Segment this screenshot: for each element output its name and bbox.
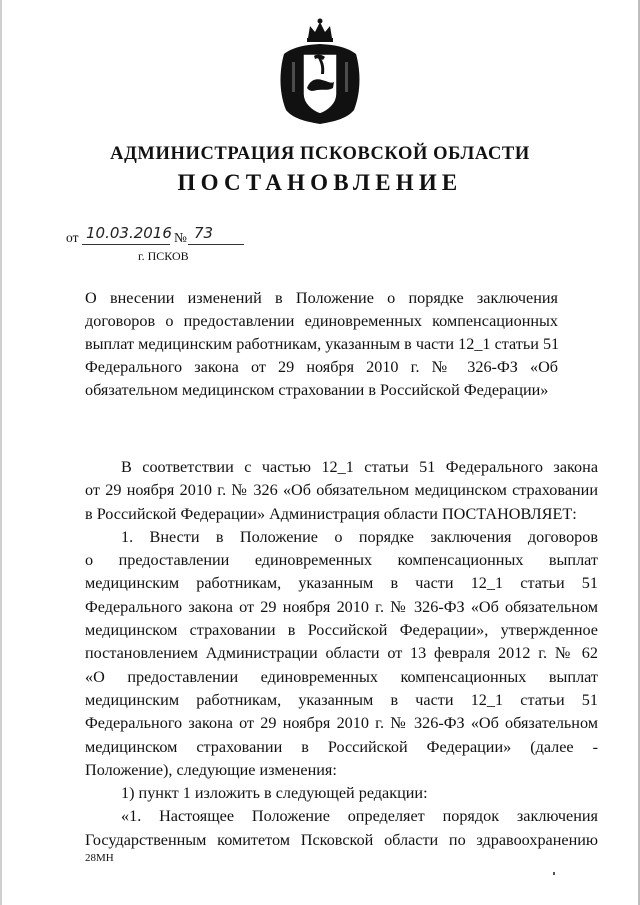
- date-value: 10.03.2016: [86, 224, 172, 242]
- body-line: Положение), следующие изменения:: [85, 760, 337, 779]
- document-title: [85, 287, 558, 402]
- body-line: от 29 ноября 2010 г. № 326 «Об обязательном медицинском страховании: [85, 481, 598, 500]
- body-line: «О предоставлении единовременных компенсационных выплат: [85, 667, 598, 686]
- body-line: медицинским работникам, указанным в части 12_1 статьи 51: [85, 574, 598, 593]
- title-line: О внесении изменений в Положение о порядке заключения: [85, 289, 558, 307]
- body-line: Федерального закона от 29 ноября 2010 г. № 326-ФЗ «Об обязательном: [85, 714, 598, 733]
- body-line: постановлением Администрации области от 13 февраля 2012 г. № 62: [85, 644, 598, 663]
- body-line: о предоставлении единовременных компенсационных выплат: [85, 551, 598, 570]
- number-underline: [188, 244, 244, 245]
- footer-code: 28МН: [85, 852, 114, 864]
- body-line: «1. Настоящее Положение определяет порядок заключения: [121, 807, 598, 826]
- body-line: медицинском страховании в Российской Федерации» (далее -: [85, 737, 598, 756]
- number-prefix: №: [174, 230, 187, 245]
- body-line: Государственным комитетом Псковской области по здравоохранению: [85, 830, 598, 849]
- body-line: 1) пункт 1 изложить в следующей редакции:: [121, 784, 428, 803]
- document-body: [85, 456, 598, 852]
- title-line: выплат медицинским работникам, указанным в части 12_1 статьи 51: [85, 335, 560, 353]
- pskov-coat-of-arms-icon: [270, 18, 370, 128]
- city: г. ПСКОВ: [138, 249, 189, 263]
- title-line: договоров о предоставлении единовременных компенсационных: [85, 312, 558, 330]
- body-line: Федерального закона от 29 ноября 2010 г. № 326-ФЗ «Об обязательном: [85, 597, 598, 616]
- organization-name: АДМИНИСТРАЦИЯ ПСКОВСКОЙ ОБЛАСТИ: [110, 144, 530, 164]
- body-line: 1. Внести в Положение о порядке заключения договоров: [121, 527, 598, 546]
- date-underline: [82, 244, 170, 245]
- title-line: обязательном медицинском страховании в Российской Федерации»: [85, 381, 549, 399]
- scan-edge-left: [0, 0, 2, 905]
- number-value: 73: [194, 224, 214, 242]
- body-line: медицинским работникам, указанным в части 12_1 статьи 51: [85, 690, 598, 709]
- body-line: медицинском страховании в Российской Федерации», утвержденное: [85, 621, 598, 640]
- scan-mark: [553, 872, 555, 875]
- body-line: в Российской Федерации» Администрация области ПОСТАНОВЛЯЕТ:: [85, 504, 577, 523]
- document-type: ПОСТАНОВЛЕНИЕ: [177, 170, 463, 195]
- body-line: В соответствии с частью 12_1 статьи 51 Федерального закона: [121, 458, 598, 476]
- date-prefix: от: [66, 230, 79, 245]
- title-line: Федерального закона от 29 ноября 2010 г. № 326-ФЗ «Об: [85, 358, 558, 376]
